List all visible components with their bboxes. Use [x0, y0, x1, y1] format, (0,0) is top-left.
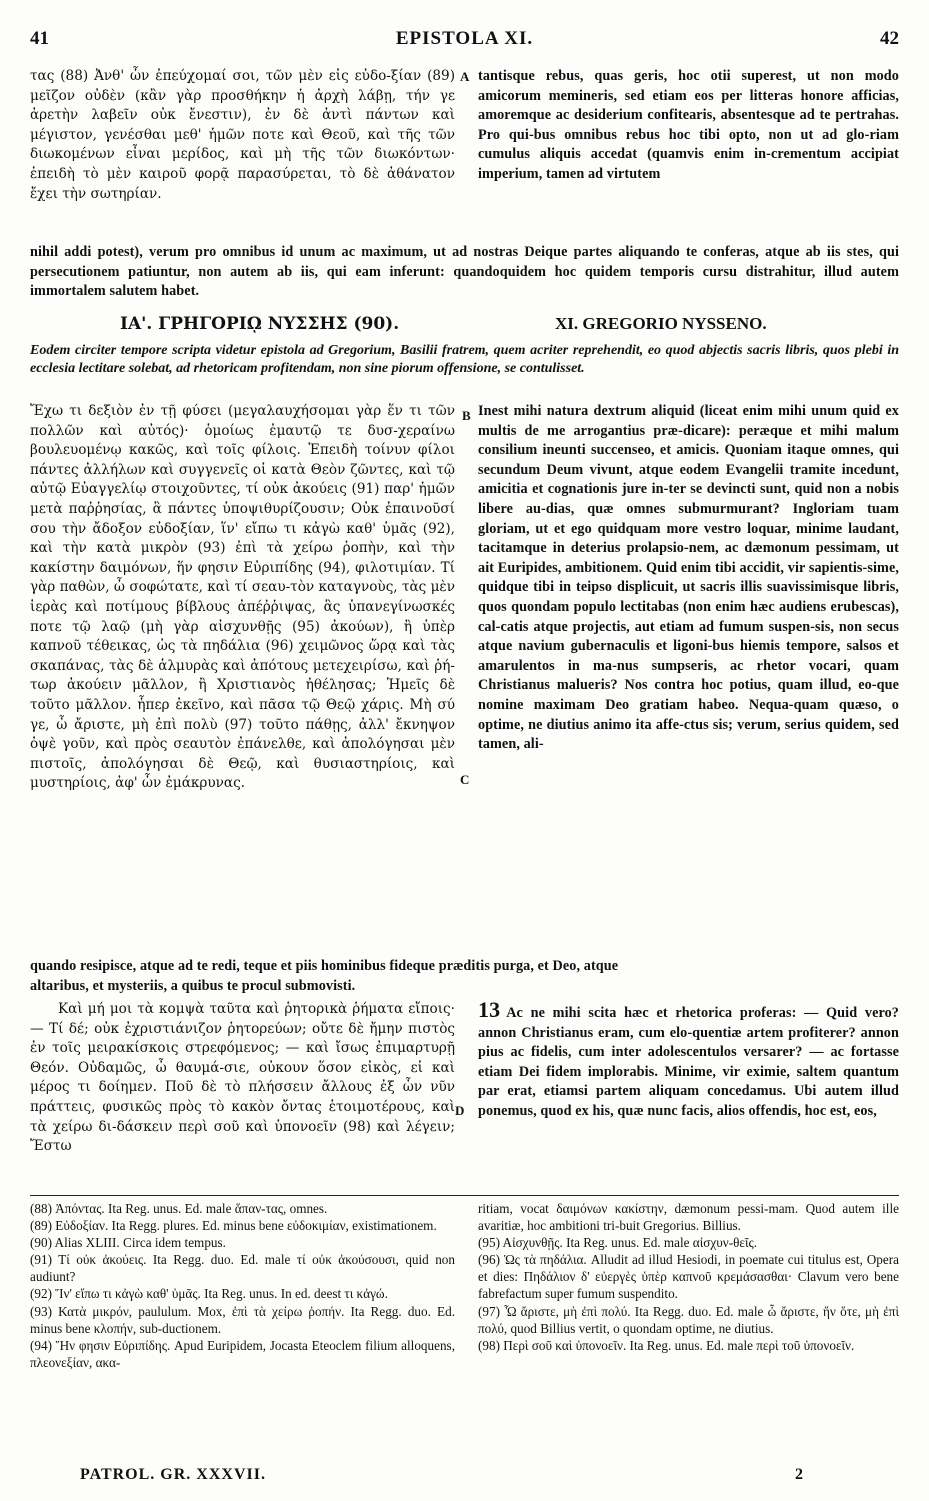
footnote: ritiam, vocat δαιμόνων κακίστην, dæmonum pessi-mam. Quod autem ille avaritiæ, hoc ambitioni tri-buit Gregorius. Billius. — [478, 1201, 899, 1234]
footnote: (92) Ἵν' εἴπω τι κἀγὼ καθ' ὑμᾶς. Ita Reg. unus. In ed. deest τι κἀγώ. — [30, 1286, 388, 1302]
margin-marker-b: B — [462, 408, 471, 423]
footnotes-left — [30, 1200, 455, 1371]
letter11-latin-part2: 13 Ac ne mihi scita hæc et rhetorica proferas: — Quid vero? annon Christianus eram, cum elo-quentiæ artem profiterer? annon pius ac fidelis, cum inter adolescentulos versarer? — ac fortasse etiam Dei fidem implorabis. Minime, vir eximie, saltem quantum par erat, etiamsi partem aliquam concedamus. Ubi autem illud ponemus, quod ex his, quæ nunc facis, alios offendis, hoc est, eos, — [478, 997, 899, 1119]
margin-marker-c: C — [460, 772, 470, 787]
running-title: EPISTOLA XI. — [395, 28, 534, 49]
margin-marker-d: D — [455, 1103, 465, 1118]
page-number-left: 41 — [30, 28, 49, 49]
letter11-latin-continued-last: altaribus, et mysteriis, a quibus te procul submovisti. — [30, 978, 356, 994]
page-number-right: 42 — [880, 28, 899, 49]
footnote: (97) Ὦ ἄριστε, μὴ ἐπὶ πολύ. Ita Regg. duo. Ed. male ὦ ἄριστε, ἥν ὅτε, μὴ ἐπὶ πολύ, quod Billius vertit, o quondam optime, ne diutius. — [478, 1303, 899, 1336]
footer-volume: PATROL. GR. XXXVII. — [80, 1466, 266, 1483]
footnote: (98) Περὶ σοῦ καὶ ὑπονοεῖν. Ita Reg. unus. Ed. male περὶ τοῦ ὑπονοεῖν. — [478, 1337, 855, 1353]
footnote: (88) Ἀπόντας. Ita Reg. unus. Ed. male ἅπαν-τας, omnes. — [30, 1201, 328, 1216]
letter11-latin-part1: Inest mihi natura dextrum aliquid (liceat enim mihi unum quid ex multis de me arrogantius præ-dicare): peræque et mihi malum consilium ineunti succenseo, et amicis. Quoniam itaque omnes, qui secundum Deum vivunt, atque eodem Evangelii tramite incedunt, amicitia et cognationis jure in-ter se devincti sunt, quid non a nobis libere au-dias, quæ omnes submurmurant? Ingloriam tuam gloriam, ut et ego quidquam more vestro loquar, minime laudant, tacitamque in deterius prolapsio-nem, ac dæmonum pessimam, ut ait Euripides, ambitionem. Quid enim tibi accidit, vir sapientis-sime, quidque tibi in teipso displicuit, ut sacris illis suavissimisque libris, quos quondam populo lectitabas (non enim hæc audiens erubescas), cal-catis atque projectis, aut etiam ad fumum suspen-sis, non secus atque navium gubernaculis et ligoni-bus hiemis tempore, salsos et amarulentos in ma-nus sumpseris, ac rhetor vocari, quam Christianus malueris? Nos contra hoc potius, quam illud, eo-que nomine maximam Deo gratiam habeo. Nequa-quam quæso, o optime, ne diutius animo ita affe-ctus sis; verum, serius quidem, sed tamen, ali- — [478, 403, 899, 753]
footnote: (93) Κατὰ μικρόν, paululum. Mox, ἐπὶ τὰ χείρω ῥοπήν. Ita Regg. duo. Ed. minus bene κλοπήν, sub-ductionem. — [30, 1303, 455, 1336]
letter10-greek: τας (88) Ἀνθ' ὧν ἐπεύχομαί σοι, τῶν μὲν εἰς εὐδο-ξίαν (89) μεῖζον οὐδὲν (κἂν γὰρ προσθήκην ἡ ἀρχὴ λάβῃ, τήν γε ἀρετὴν λαβεῖν οὐκ ἔνεστιν), ἐν δὲ ἀντὶ πάντων καὶ μέγιστον, γενέσθαι μεθ' ἡμῶν ποτε καὶ Θεοῦ, καὶ τῆς τῶν διωκομένων εἶναι μερίδος, καὶ μὴ τῆς τῶν διωκόντων· ἐπειδὴ τὸ μὲν καιροῦ φορᾷ παρασύρεται, τὸ δὲ ἀθάνατον ἔχει τὴν σωτηρίαν. — [30, 68, 455, 202]
footnote: (90) Alias XLIII. Circa idem tempus. — [30, 1235, 226, 1251]
letter11-intro: Eodem circiter tempore scripta videtur epistola ad Gregorium, Basilii fratrem, quem acriter reprehendit, eo quod abjectis sacris libris, quos plebi in ecclesia lectitare solebat, ad rhetoricam profitendam, non sine piorum offensione, se contulisset. — [30, 343, 899, 376]
letter11-heading-latin: XI. GREGORIO NYSSENO. — [555, 314, 767, 333]
footnote: (96) Ὡς τὰ πηδάλια. Alludit ad illud Hesiodi, in poemate cui titulus est, Opera et dies: Πηδάλιον δ' εὐεργὲς ὑπὲρ καπνοῦ κρεμάσασθαι· Clavum vero bene fabrefactum super fumum suspendito. — [478, 1252, 899, 1302]
footnote: (91) Τί οὐκ ἀκούεις. Ita Regg. duo. Ed. male τί οὐκ ἀκούσουσι, quid non audiunt? — [30, 1252, 455, 1285]
letter10-latin: tantisque rebus, quas geris, hoc otii superest, ut non modo amicorum memineris, sed etiam eos per litteras honore afficias, amoremque ac desiderium confitearis, absentesque ad te pertrahas. Pro qui-bus omnibus rebus hoc tibi opto, non ut ad glo-riam cumulus aliquis accedat (quamvis enim in-crementum accipiat imperium, tamen ad virtutem — [478, 68, 899, 182]
letter11-greek-part1: Ἔχω τι δεξιὸν ἐν τῇ φύσει (μεγαλαυχήσομαι γὰρ ἕν τι τῶν πολλῶν καὶ αὐτός)· ὁμοίως ἐμαυτῷ τε δυσ-χεραίνω βουλευομένῳ κακῶς, καὶ τοῖς φίλοις. Ἐπειδὴ τοίνυν φίλοι πάντες ἀλλήλων καὶ συγγενεῖς οἱ κατὰ Θεὸν ζῶντες, καὶ τῷ αὐτῷ Εὐαγγελίῳ στοιχοῦντες, τί οὐκ ἀκούεις (91) παρ' ἡμῶν μετὰ παῤῥησίας, ἃ πάντες ὑποψιθυρίζουσιν; Οὐκ ἐπαινοῦσί σου τὴν ἄδοξον εὐδοξίαν, ἵν' εἴπω τι κἀγὼ καθ' ὑμᾶς (92), καὶ τὴν κατὰ μικρὸν (93) ἐπὶ τὰ χείρω ῥοπὴν, καὶ τὴν κακίστην δαιμόνων, ἥν φησιν Εὐριπίδης (94), φιλοτιμίαν. Τί γὰρ παθὼν, ὦ σοφώτατε, καὶ τί σεαυ-τὸν καταγνοὺς, τὰς μὲν ἱερὰς καὶ ποτίμους βίβλους ἀπέῤῥιψας, ἃς ὑπανεγίνωσκές ποτε τῷ λαῷ (μὴ γὰρ αἰσχυνθῇς (95) ἀκούων), ἢ ὑπὲρ καπνοῦ τέθεικας, ὡς τὰ πηδάλια (96) χειμῶνος ὥρᾳ καὶ τὰς σκαπάνας, τὰς δὲ ἁλμυρὰς καὶ ἀπότους μετεχειρίσω, καὶ ῥή-τωρ ἀκούειν μᾶλλον, ἢ Χριστιανὸς ἠθέλησας; Ἡμεῖς δὲ τοῦτο μᾶλλον. ἧπερ ἐκεῖνο, καὶ πᾶσα τῷ Θεῷ χάρις. Μὴ σύ γε, ὦ ἄριστε, μὴ ἐπὶ πολὺ (97) τοῦτο πάθῃς, ἀλλ' ἔκνηψον ὀψὲ γοῦν, καὶ πρὸς σεαυτὸν ἐπάνελθε, καὶ ἀπολόγησαι μὲν πιστοῖς, ἀπολόγησαι δὲ Θεῷ, καὶ θυσιαστηρίοις, καὶ μυστηρίοις, ἀφ' ὧν ἐμάκρυνας. — [30, 403, 455, 792]
letter11-greek-part2: Καὶ μή μοι τὰ κομψὰ ταῦτα καὶ ῥητορικὰ ῥήματα εἴποις· — Τί δέ; οὐκ ἐχριστιάνιζον ῥητορεύων; οὔτε δὲ ἤμην πιστὸς ἐν τοῖς μειρακίσκοις στρεφόμενος; — καὶ ἴσως ἐπιμαρτυρῇ Θεόν. Οὐδαμῶς, ὦ θαυμά-σιε, οὐκουν ὅσον εἰκὸς, εἰ καὶ μέρος τι δοίημεν. Ποῦ δὲ τὸ πλήσσειν ἄλλους ἐξ ὧν νῦν πράττεις, φυσικῶς πρὸς τὸ κακὸν ὄντας ἑτοιμοτέρους, καὶ τὰ χείρω δι-δάσκειν περὶ σοῦ καὶ ὑπονοεῖν (98) καὶ λέγειν; Ἔστω — [30, 1001, 455, 1155]
margin-marker-a: A — [460, 69, 470, 84]
letter10-latin-continued: nihil addi potest), verum pro omnibus id unum ac maximum, ut ad nostras Deique partes aliquando te conferas, atque ab iis stes, qui persecutionem patiuntur, non autem ab iis, qui eam inferunt: quandoquidem hoc quidem temporis cursu distrahitur, illud autem immortalem salutem habet. — [30, 244, 899, 300]
footer-signature: 2 — [795, 1466, 803, 1483]
footnotes-right — [478, 1200, 899, 1354]
letter11-heading-greek: ΙΑ'. ΓΡΗΓΟΡΙῼ ΝΥΣΣΗΣ (90). — [120, 314, 400, 334]
notes-divider — [30, 1195, 899, 1196]
section-number: 13 — [478, 997, 501, 1022]
footnote: (89) Εὐδοξίαν. Ita Regg. plures. Ed. minus bene εὐδοκιμίαν, existimationem. — [30, 1218, 437, 1234]
footnote: (95) Αἰσχυνθῇς. Ita Reg. unus. Ed. male αἰσχυν-θεῖς. — [478, 1235, 758, 1251]
letter11-latin-continued: quando resipisce, atque ad te redi, teque et piis hominibus fideque præditis purga, et Deo, atque — [30, 958, 619, 974]
footnote: (94) Ἥν φησιν Εὐριπίδης. Apud Euripidem, Jocasta Eteoclem filium alloquens, πλεονεξίαν, ακα- — [30, 1337, 455, 1370]
